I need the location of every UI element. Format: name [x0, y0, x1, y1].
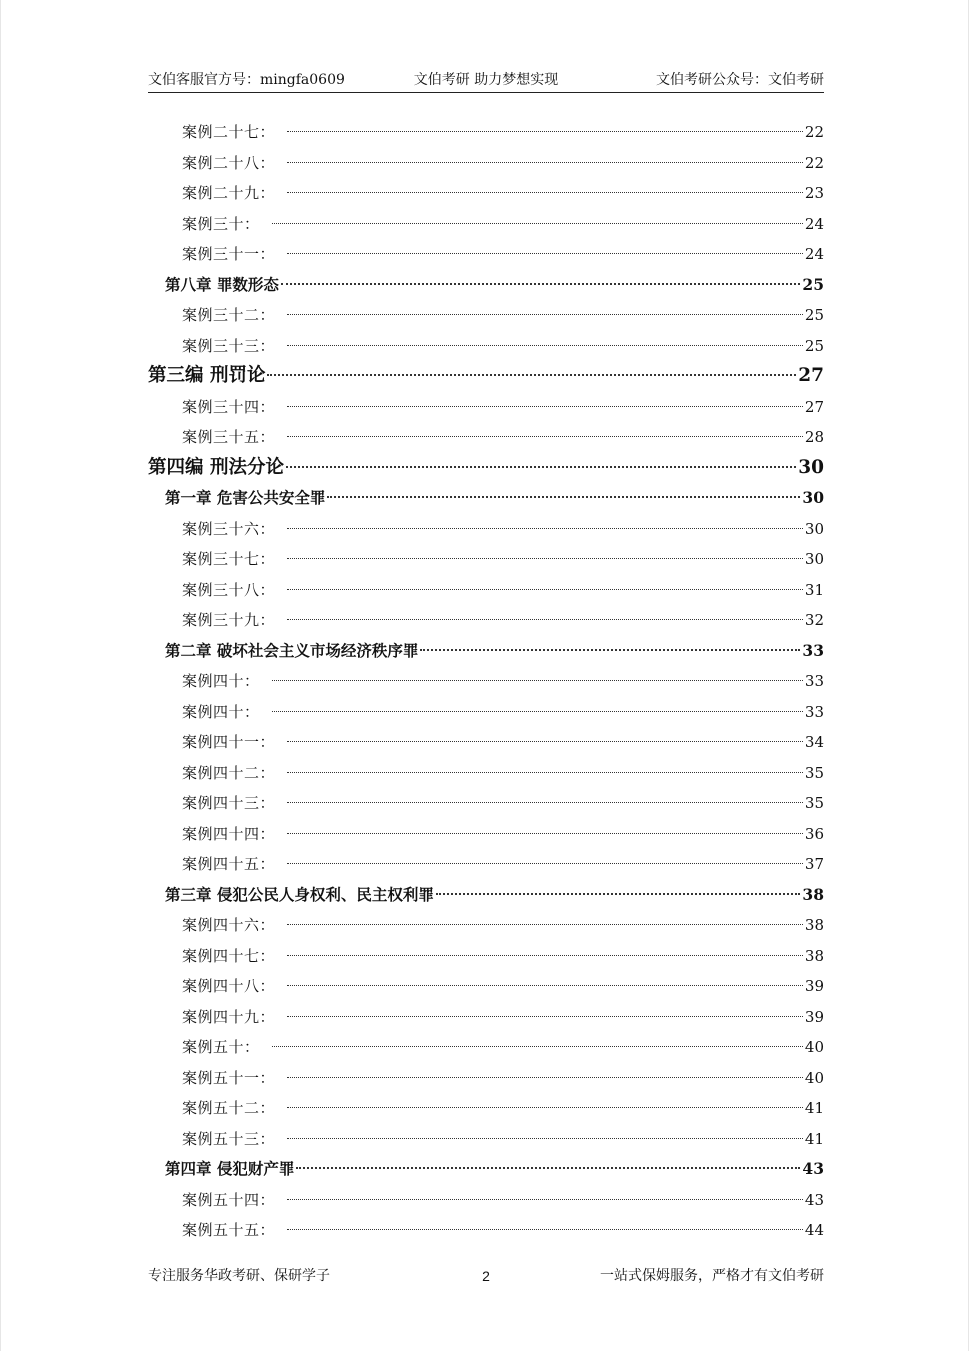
toc-entry-title: 案例五十： [182, 1038, 260, 1056]
toc-entry-case[interactable] [148, 1032, 824, 1063]
toc-dot-leader [436, 893, 801, 895]
toc-entry-page-number: 30 [804, 550, 824, 568]
toc-dot-leader [287, 1138, 803, 1139]
toc-entry-title: 第二章 破坏社会主义市场经济秩序罪 [165, 640, 419, 660]
toc-dot-leader [287, 253, 803, 254]
toc-dot-leader [296, 1167, 800, 1169]
toc-entry-page-number: 35 [804, 794, 824, 812]
toc-entry-page-number: 33 [804, 702, 824, 721]
toc-dot-leader [287, 863, 803, 864]
footer-page-number: 2 [482, 1268, 490, 1284]
toc-dot-leader [287, 619, 803, 620]
toc-entry-case[interactable] [148, 1185, 824, 1216]
toc-entry-case[interactable] [148, 758, 824, 789]
toc-entry-case[interactable] [148, 117, 824, 148]
toc-entry-page-number: 40 [804, 1038, 824, 1056]
toc-entry-page-number: 41 [804, 1129, 824, 1148]
header-center-text: 文伯考研 助力梦想实现 [413, 72, 559, 88]
toc-dot-leader [287, 924, 803, 925]
toc-entry-chapter[interactable] [148, 636, 824, 667]
toc-entry-title: 案例三十三： [182, 336, 276, 355]
toc-entry-title: 案例四十五： [182, 855, 276, 873]
toc-entry-page-number: 27 [798, 365, 824, 386]
toc-entry-title: 第四编 刑法分论 [148, 456, 284, 478]
toc-dot-leader [287, 162, 803, 163]
toc-entry-page-number: 38 [802, 884, 824, 904]
toc-entry-title: 案例三十二： [182, 306, 276, 324]
toc-entry-title: 案例三十五： [182, 428, 276, 446]
toc-dot-leader [287, 345, 803, 346]
toc-entry-page-number: 43 [804, 1190, 824, 1209]
toc-entry-case[interactable] [148, 1063, 824, 1094]
toc-entry-title: 案例二十九： [182, 184, 276, 202]
toc-entry-case[interactable] [148, 575, 824, 606]
toc-dot-leader [287, 741, 803, 742]
footer-right-text: 一站式保姆服务，严格才有文伯考研 [600, 1268, 824, 1284]
toc-entry-case[interactable] [148, 422, 824, 453]
toc-entry-page-number: 30 [798, 456, 824, 478]
toc-dot-leader [272, 711, 803, 712]
toc-entry-case[interactable] [148, 910, 824, 941]
toc-dot-leader [287, 772, 803, 773]
toc-entry-title: 案例三十六： [182, 519, 276, 538]
toc-dot-leader [272, 1046, 803, 1047]
toc-entry-page-number: 31 [804, 580, 824, 599]
toc-entry-title: 第八章 罪数形态 [165, 274, 279, 294]
toc-entry-page-number: 25 [802, 274, 824, 294]
toc-entry-part[interactable] [148, 361, 824, 392]
toc-entry-chapter[interactable] [148, 880, 824, 911]
toc-dot-leader [287, 528, 803, 529]
toc-dot-leader [272, 680, 803, 681]
toc-entry-case[interactable] [148, 697, 824, 728]
toc-dot-leader [287, 1016, 803, 1017]
toc-entry-title: 案例三十： [182, 214, 260, 233]
toc-entry-case[interactable] [148, 819, 824, 850]
toc-entry-title: 案例四十七： [182, 946, 276, 965]
toc-entry-case[interactable] [148, 605, 824, 636]
toc-entry-title: 案例五十一： [182, 1068, 276, 1087]
toc-entry-title: 案例四十四： [182, 824, 276, 843]
toc-dot-leader [287, 802, 803, 803]
toc-entry-case[interactable] [148, 544, 824, 575]
toc-entry-title: 案例三十四： [182, 397, 276, 416]
toc-entry-title: 案例三十九： [182, 611, 276, 629]
toc-entry-page-number: 27 [804, 397, 824, 416]
toc-entry-page-number: 30 [802, 488, 824, 507]
toc-entry-page-number: 23 [804, 184, 824, 202]
toc-dot-leader [287, 589, 803, 590]
toc-entry-page-number: 24 [804, 214, 824, 233]
toc-entry-case[interactable] [148, 1124, 824, 1155]
toc-entry-page-number: 39 [804, 977, 824, 995]
toc-dot-leader [287, 1229, 803, 1230]
toc-dot-leader [286, 466, 796, 468]
toc-entry-page-number: 41 [804, 1099, 824, 1117]
toc-entry-title: 案例五十三： [182, 1129, 276, 1148]
toc-entry-case[interactable] [148, 148, 824, 179]
toc-dot-leader [287, 985, 803, 986]
toc-dot-leader [287, 1077, 803, 1078]
toc-dot-leader [287, 131, 803, 132]
toc-entry-chapter[interactable] [148, 1154, 824, 1185]
toc-entry-case[interactable] [148, 392, 824, 423]
toc-entry-title: 案例四十六： [182, 916, 276, 934]
toc-entry-page-number: 36 [804, 824, 824, 843]
toc-entry-title: 案例五十二： [182, 1099, 276, 1117]
toc-entry-case[interactable] [148, 788, 824, 819]
toc-entry-page-number: 28 [804, 428, 824, 446]
toc-entry-case[interactable] [148, 941, 824, 972]
toc-entry-title: 案例四十： [182, 702, 260, 721]
toc-dot-leader [287, 406, 803, 407]
toc-entry-title: 第三编 刑罚论 [148, 365, 266, 386]
toc-entry-title: 案例四十一： [182, 733, 276, 751]
toc-entry-title: 案例四十九： [182, 1007, 276, 1026]
toc-entry-page-number: 33 [804, 672, 824, 690]
toc-dot-leader [287, 436, 803, 437]
toc-entry-case[interactable] [148, 331, 824, 362]
toc-entry-page-number: 25 [804, 336, 824, 355]
toc-entry-case[interactable] [148, 300, 824, 331]
toc-entry-title: 案例二十八： [182, 153, 276, 172]
toc-entry-case[interactable] [148, 1215, 824, 1246]
toc-entry-page-number: 22 [804, 153, 824, 172]
toc-entry-chapter[interactable] [148, 483, 824, 514]
toc-entry-title: 第一章 危害公共安全罪 [165, 488, 326, 507]
toc-entry-title: 案例三十八： [182, 580, 276, 599]
toc-entry-page-number: 33 [802, 640, 824, 660]
toc-dot-leader [281, 283, 801, 285]
toc-entry-title: 案例四十： [182, 672, 260, 690]
toc-entry-chapter[interactable] [148, 270, 824, 301]
toc-entry-title: 案例四十三： [182, 794, 276, 812]
toc-dot-leader [267, 374, 796, 376]
footer-left-text: 专注服务华政考研、保研学子 [148, 1268, 330, 1284]
toc-entry-page-number: 44 [804, 1221, 824, 1239]
toc-entry-title: 案例三十七： [182, 550, 276, 568]
toc-dot-leader [287, 192, 803, 193]
toc-entry-page-number: 24 [804, 245, 824, 263]
toc-entry-case[interactable] [148, 666, 824, 697]
toc-entry-page-number: 32 [804, 611, 824, 629]
toc-entry-title: 第四章 侵犯财产罪 [165, 1159, 295, 1178]
toc-dot-leader [287, 1199, 803, 1200]
header-left-text: 文伯客服官方号：mingfa0609 [148, 72, 345, 88]
toc-entry-title: 案例四十二： [182, 763, 276, 782]
toc-entry-page-number: 34 [804, 733, 824, 751]
toc-dot-leader [287, 558, 803, 559]
toc-entry-case[interactable] [148, 849, 824, 880]
toc-entry-case[interactable] [148, 178, 824, 209]
page-footer [148, 1266, 824, 1286]
toc-dot-leader [272, 223, 803, 224]
toc-entry-case[interactable] [148, 1093, 824, 1124]
toc-entry-page-number: 38 [804, 946, 824, 965]
toc-entry-case[interactable] [148, 239, 824, 270]
toc-dot-leader [420, 649, 800, 651]
header-right-text: 文伯考研公众号：文伯考研 [656, 72, 824, 88]
toc-dot-leader [287, 314, 803, 315]
toc-dot-leader [287, 1107, 803, 1108]
toc-entry-page-number: 30 [804, 519, 824, 538]
toc-entry-title: 案例四十八： [182, 977, 276, 995]
toc-entry-page-number: 39 [804, 1007, 824, 1026]
toc-entry-case[interactable] [148, 1002, 824, 1033]
toc-entry-page-number: 25 [804, 306, 824, 324]
toc-entry-case[interactable] [148, 514, 824, 545]
toc-entry-case[interactable] [148, 727, 824, 758]
toc-dot-leader [287, 833, 803, 834]
table-of-contents [148, 117, 824, 1246]
toc-entry-page-number: 37 [804, 855, 824, 873]
toc-entry-title: 案例二十七： [182, 123, 276, 141]
toc-entry-page-number: 22 [804, 123, 824, 141]
toc-entry-title: 第三章 侵犯公民人身权利、民主权利罪 [165, 884, 434, 904]
toc-entry-page-number: 35 [804, 763, 824, 782]
toc-entry-title: 案例五十四： [182, 1190, 276, 1209]
toc-entry-title: 案例五十五： [182, 1221, 276, 1239]
toc-entry-title: 案例三十一： [182, 245, 276, 263]
toc-entry-page-number: 43 [802, 1159, 824, 1178]
toc-entry-case[interactable] [148, 209, 824, 240]
toc-dot-leader [287, 955, 803, 956]
toc-entry-part[interactable] [148, 453, 824, 484]
toc-entry-page-number: 38 [804, 916, 824, 934]
toc-entry-page-number: 40 [804, 1068, 824, 1087]
toc-dot-leader [327, 496, 800, 498]
page-header [148, 70, 824, 93]
toc-entry-case[interactable] [148, 971, 824, 1002]
